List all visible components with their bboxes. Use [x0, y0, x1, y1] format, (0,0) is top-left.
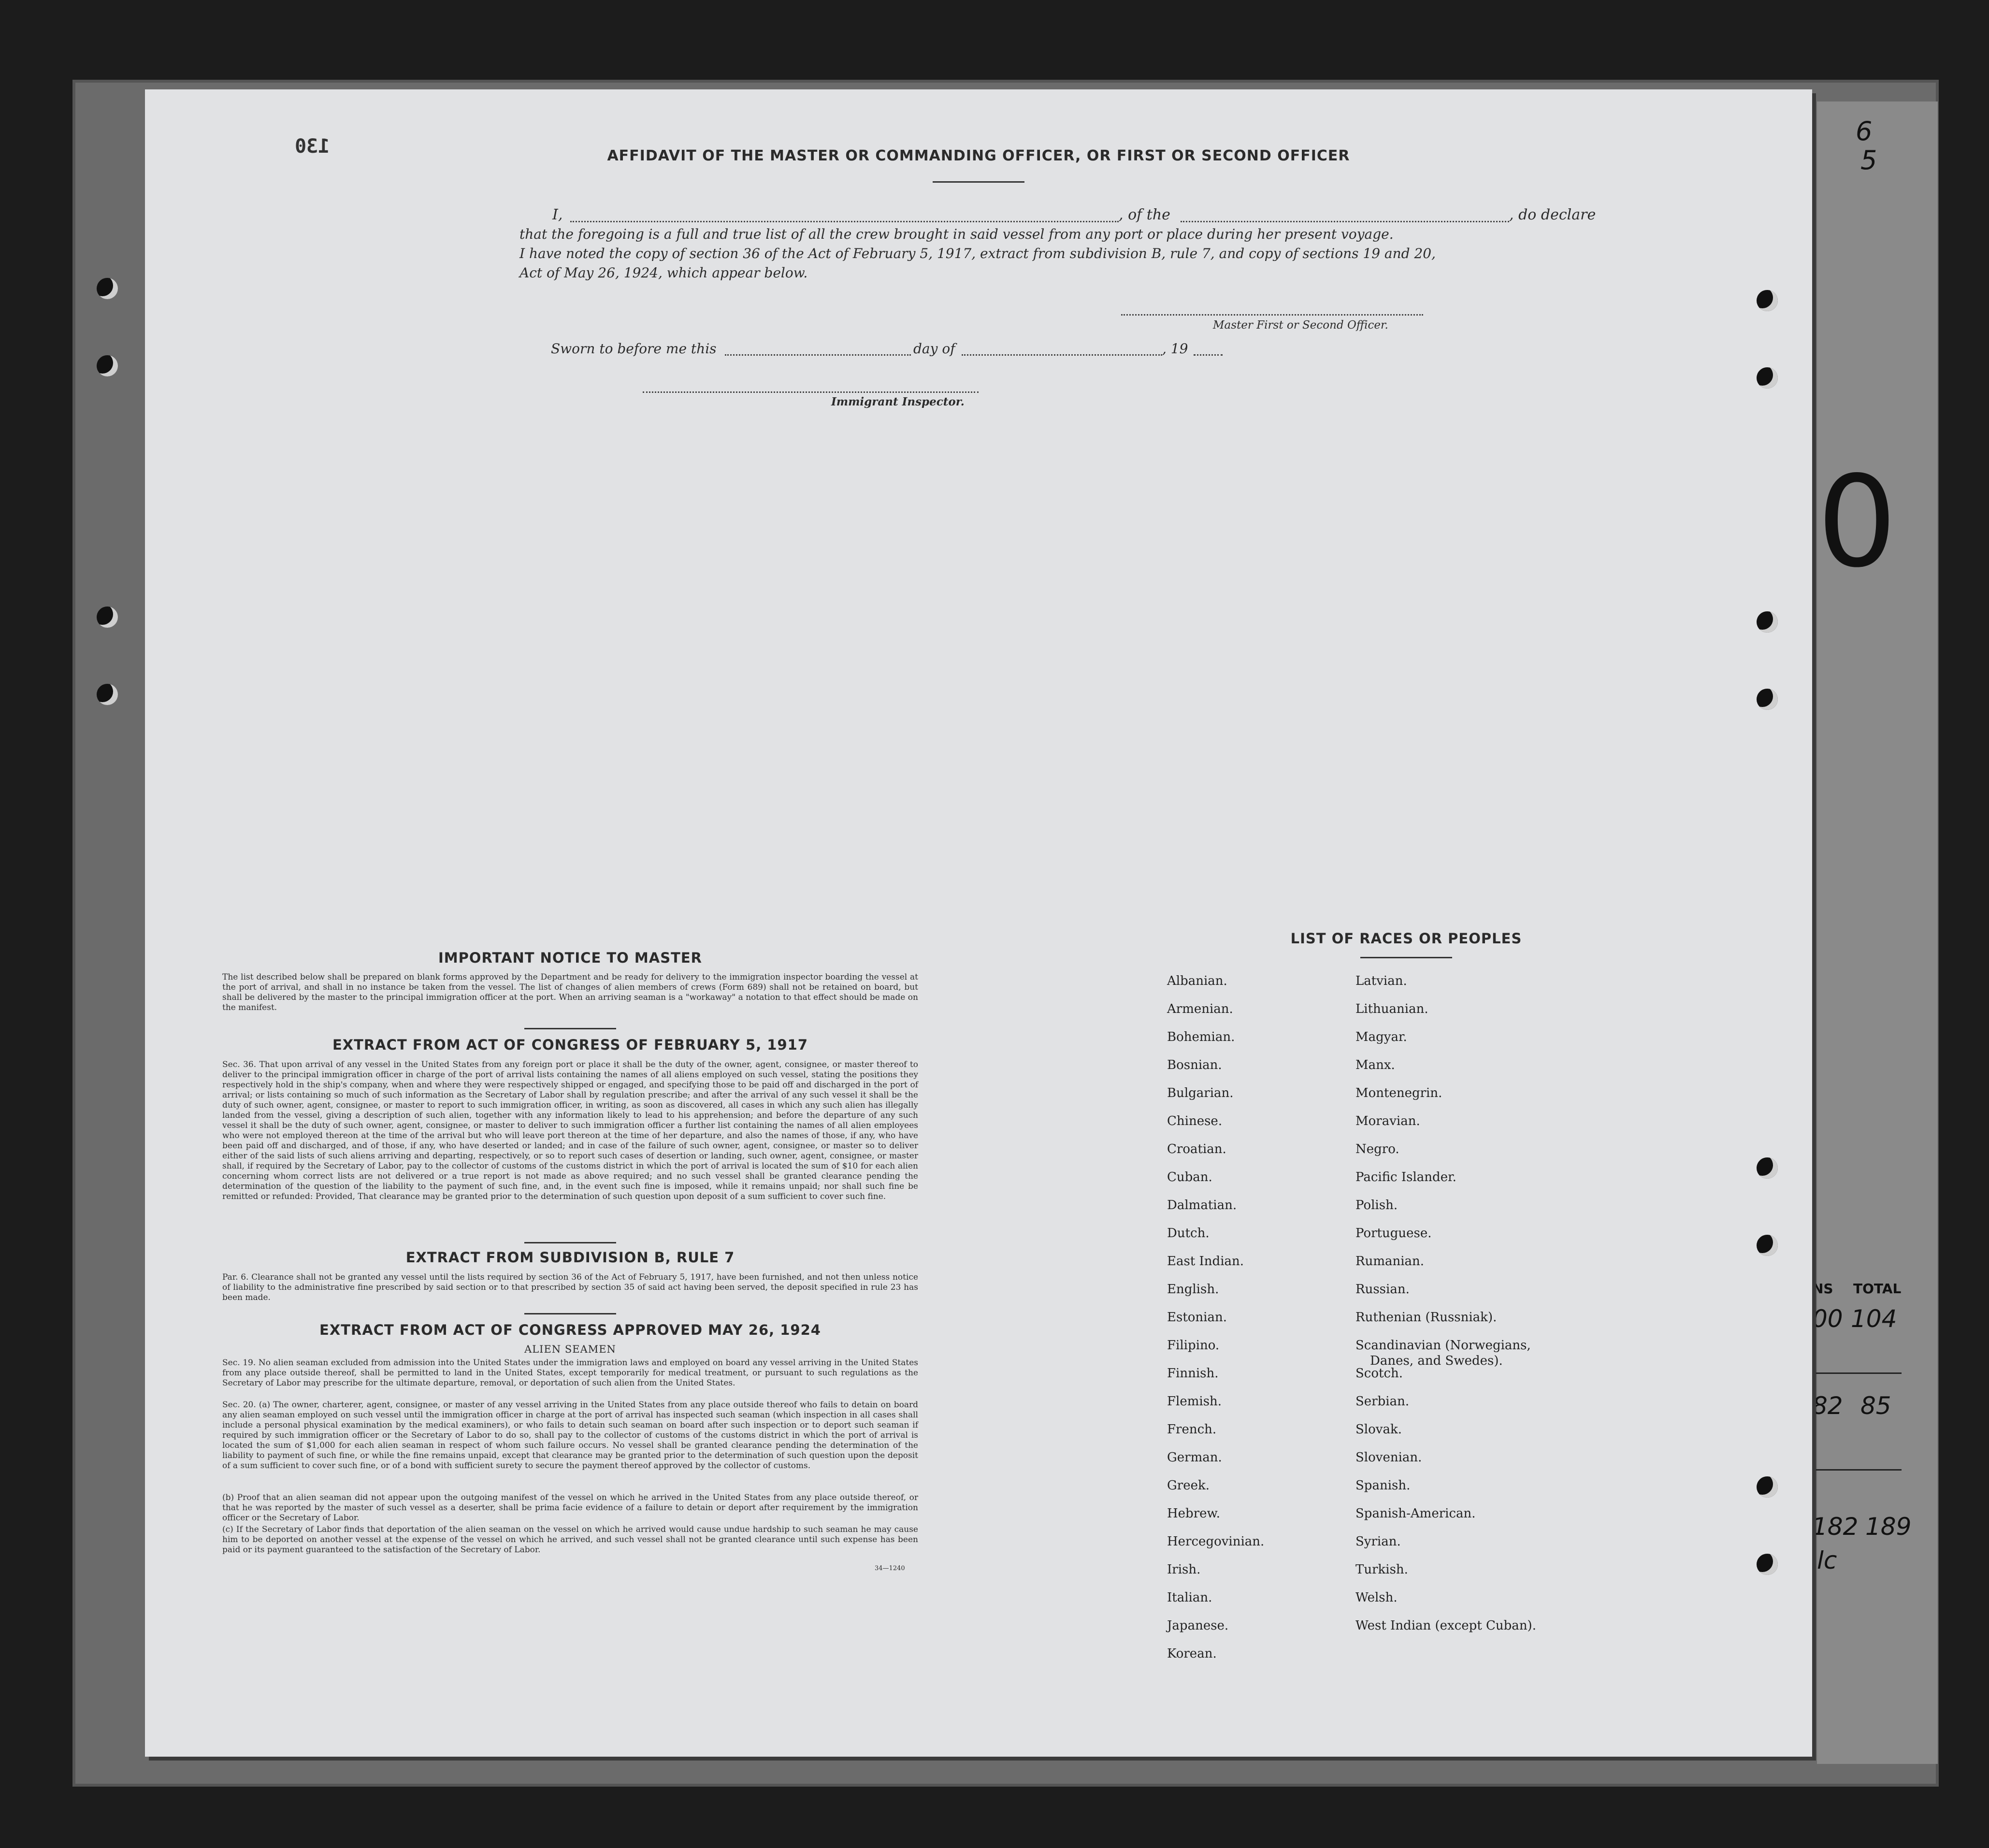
race-item: Estonian.	[1167, 1310, 1227, 1325]
race-item: Bosnian.	[1167, 1058, 1222, 1072]
act-1924-subheading: ALIEN SEAMEN	[524, 1343, 616, 1355]
affidavit-heading: AFFIDAVIT OF THE MASTER OR COMMANDING OFFICER, OR FIRST OR SECOND OFFICER	[607, 147, 1350, 164]
race-item: Syrian.	[1355, 1534, 1401, 1549]
margin-value: 85	[1860, 1392, 1891, 1420]
punch-hole	[97, 684, 118, 705]
race-item: Manx.	[1355, 1058, 1395, 1072]
punch-hole	[1757, 1157, 1778, 1179]
punch-hole	[1757, 367, 1778, 389]
margin-rule	[1810, 1372, 1902, 1374]
race-item: Dutch.	[1167, 1226, 1210, 1241]
race-item: Rumanian.	[1355, 1254, 1425, 1269]
races-heading: LIST OF RACES OR PEOPLES	[1290, 930, 1522, 947]
race-item: Lithuanian.	[1355, 1002, 1428, 1016]
master-signature-line	[1121, 314, 1423, 316]
page-number-stamp: 130	[295, 135, 330, 158]
race-item: Chinese.	[1167, 1114, 1223, 1128]
act-1924-heading: EXTRACT FROM ACT OF CONGRESS APPROVED MAY 26, 1924	[319, 1322, 821, 1338]
name-line	[570, 221, 1119, 222]
punch-hole	[1757, 290, 1778, 311]
race-item: Spanish-American.	[1355, 1506, 1476, 1521]
punch-hole	[1757, 1476, 1778, 1498]
rule-7-heading: EXTRACT FROM SUBDIVISION B, RULE 7	[405, 1249, 735, 1266]
margin-value: 104	[1851, 1305, 1897, 1333]
margin-value: 189	[1865, 1513, 1912, 1541]
race-item: English.	[1167, 1282, 1219, 1297]
affidavit-i-label: I,	[552, 206, 563, 223]
act-1924-sec-19: Sec. 19. No alien seaman excluded from admission into the United States under the immigration laws and employed on board any vessel arriving in the United States from any place outside thereof, shall be permitted to land in the United States, except temporarily for medical treatment, or pursuant to such regulations as the Secretary of Labor may prescribe for the ultimate departure, removal, or deportation of such alien from the United States.	[222, 1358, 918, 1388]
margin-value: lc	[1817, 1546, 1837, 1574]
margin-value: 82	[1812, 1392, 1843, 1420]
act-1924-sec-20c: (c) If the Secretary of Labor finds that deportation of the alien seaman on the vessel on which he arrived would cause undue hardship to such seaman he may cause him to be deported on another vessel at the expense of the vessel on which he arrived, and such vessel shall not be granted clearance until such expense has been paid or its payment guaranteed to the satisfaction of the Secretary of Labor.	[222, 1525, 918, 1555]
race-item: Italian.	[1167, 1590, 1212, 1605]
punch-hole	[97, 355, 118, 376]
race-item: Armenian.	[1167, 1002, 1233, 1016]
heading-rule	[933, 181, 1024, 183]
race-item: Hercegovinian.	[1167, 1534, 1265, 1549]
act-1924-sec-20a: Sec. 20. (a) The owner, charterer, agent, consignee, or master of any vessel arriving in the United States from any place outside thereof who fails to detain on board any alien seaman employed on such vessel until the immigration officer in charge at the port of arrival has inspected such seaman (which inspection in all cases shall include a personal physical examination by the medical examiners), or who fails to detain such seaman on board after such inspection or to deport such seaman if required by such immigration officer or the Secretary of Labor to do so, shall pay to the collector of customs of the customs district in which the port of arrival is located the sum of $1,000 for each alien seaman in respect of whom such failure occurs. No vessel shall be granted clearance pending the determination of the liability to payment of such fine, or while the fine remains unpaid, except that clearance may be granted prior to the determination of such question upon the deposit of a sum sufficient to cover such fine, or of a bond with sufficient surety to secure the payment thereof approved by the collector of customs.	[222, 1400, 918, 1471]
race-item: German.	[1167, 1450, 1222, 1465]
affidavit-line-2: that the foregoing is a full and true list of all the crew brought in said vessel from any port or place during her present voyage.	[519, 226, 1394, 242]
section-rule	[524, 1028, 616, 1029]
races-heading-rule	[1360, 957, 1452, 958]
race-item: French.	[1167, 1422, 1217, 1437]
act-1917-heading: EXTRACT FROM ACT OF CONGRESS OF FEBRUARY 5, 1917	[332, 1037, 808, 1053]
affidavit-line-3: I have noted the copy of section 36 of the Act of February 5, 1917, extract from subdivision B, rule 7, and copy of sections 19 and 20,	[519, 245, 1436, 261]
race-item: Albanian.	[1167, 974, 1227, 988]
race-item: Turkish.	[1355, 1562, 1408, 1577]
margin-note-a: 6	[1856, 116, 1873, 146]
race-item: Finnish.	[1167, 1366, 1219, 1381]
margin-note-b: 5	[1860, 145, 1877, 175]
affidavit-line-4: Act of May 26, 1924, which appear below.	[519, 265, 808, 281]
inspector-label: Immigrant Inspector.	[831, 395, 965, 408]
race-item: Spanish.	[1355, 1478, 1411, 1493]
race-item: Scandinavian (Norwegians,	[1355, 1338, 1531, 1353]
race-item: Flemish.	[1167, 1394, 1222, 1409]
margin-big-zero: 0	[1817, 449, 1897, 595]
notice-heading: IMPORTANT NOTICE TO MASTER	[438, 950, 703, 966]
margin-value: 00	[1812, 1305, 1843, 1333]
race-item: Montenegrin.	[1355, 1086, 1442, 1100]
race-item: Latvian.	[1355, 974, 1407, 988]
sworn-day-line	[725, 354, 911, 356]
section-rule	[524, 1242, 616, 1243]
day-of-label: day of	[913, 341, 955, 357]
race-item: Negro.	[1355, 1142, 1399, 1156]
race-item: Pacific Islander.	[1355, 1170, 1456, 1184]
race-item: Croatian.	[1167, 1142, 1226, 1156]
margin-col-partial: NS	[1812, 1281, 1833, 1297]
master-signature-label: Master First or Second Officer.	[1213, 319, 1388, 332]
sworn-year-line	[1194, 354, 1223, 356]
race-item: Welsh.	[1355, 1590, 1398, 1605]
act-1924-sec-20b: (b) Proof that an alien seaman did not appear upon the outgoing manifest of the vessel on which he arrived in the United States from any place outside thereof, or that he was reported by the master of such vessel as a deserter, shall be prima facie evidence of a failure to detain or deport after requirement by the immigration officer or the Secretary of Labor.	[222, 1493, 918, 1523]
margin-rule	[1810, 1469, 1902, 1471]
affidavit-of-the-label: , of the	[1119, 206, 1170, 223]
section-rule	[524, 1313, 616, 1314]
rule-7-body: Par. 6. Clearance shall not be granted any vessel until the lists required by section 36 of the Act of February 5, 1917, have been furnished, and not then unless notice of liability to the administrative fine prescribed by said section or to that prescribed by section 35 of said act having been served, the deposit specified in rule 23 has been made.	[222, 1272, 918, 1302]
race-item: East Indian.	[1167, 1254, 1244, 1269]
race-item: Ruthenian (Russniak).	[1355, 1310, 1497, 1325]
race-item: Danes, and Swedes).	[1370, 1354, 1503, 1368]
race-item: Korean.	[1167, 1646, 1217, 1661]
race-item: Hebrew.	[1167, 1506, 1220, 1521]
race-item: Cuban.	[1167, 1170, 1212, 1184]
race-item: Greek.	[1167, 1478, 1210, 1493]
race-item: Bohemian.	[1167, 1030, 1235, 1044]
race-item: Serbian.	[1355, 1394, 1410, 1409]
race-item: Slovak.	[1355, 1422, 1402, 1437]
race-item: West Indian (except Cuban).	[1355, 1618, 1536, 1633]
race-item: Moravian.	[1355, 1114, 1420, 1128]
punch-hole	[97, 606, 118, 628]
margin-total-label: TOTAL	[1853, 1281, 1902, 1297]
manifest-page	[145, 89, 1812, 1757]
race-item: Slovenian.	[1355, 1450, 1422, 1465]
sworn-label: Sworn to before me this	[551, 341, 717, 357]
punch-hole	[1757, 1554, 1778, 1575]
sworn-month-line	[962, 354, 1162, 356]
vessel-line	[1181, 221, 1509, 222]
race-item: Filipino.	[1167, 1338, 1220, 1353]
punch-hole	[1757, 689, 1778, 710]
affidavit-declare-label: , do declare	[1509, 206, 1596, 223]
inspector-signature-line	[643, 391, 979, 393]
race-item: Bulgarian.	[1167, 1086, 1234, 1100]
race-item: Irish.	[1167, 1562, 1201, 1577]
form-number: 34—1240	[875, 1565, 905, 1572]
margin-value: 182	[1812, 1513, 1859, 1541]
race-item: Magyar.	[1355, 1030, 1407, 1044]
punch-hole	[1757, 1235, 1778, 1256]
race-item: Dalmatian.	[1167, 1198, 1237, 1213]
year-label: , 19	[1162, 341, 1188, 357]
punch-hole	[97, 278, 118, 299]
punch-hole	[1757, 611, 1778, 633]
act-1917-body: Sec. 36. That upon arrival of any vessel in the United States from any foreign port or place it shall be the duty of the owner, agent, consignee, or master thereof to deliver to the principal immigration officer in charge of the port of arrival lists containing the names of all aliens employed on such vessel, stating the positions they respectively hold in the ship's company, when and where they were respectively shipped or engaged, and specifying those to be paid off and discharged in the port of arrival; or lists containing so much of such information as the Secretary of Labor shall by regulation prescribe; and after the arrival of any such vessel it shall be the duty of such owner, agent, consignee, or master to report to such immigration officer, in writing, as soon as discovered, all cases in which any such alien has illegally landed from the vessel, giving a description of such alien, together with any information likely to lead to his apprehension; and before the departure of any such vessel it shall be the duty of such owner, agent, consignee, or master to deliver to such immigration officer a further list containing the names of all alien employees who were not employed thereon at the time of the arrival but who will leave port thereon at the time of her departure, and also the names of those, if any, who have been paid off and discharged, and of those, if any, who have deserted or landed; and in case of the failure of such owner, agent, consignee, or master so to deliver either of the said lists of such aliens arriving and departing, respectively, or so to report such cases of desertion or landing, such owner, agent, consignee, or master shall, if required by the Secretary of Labor, pay to the collector of customs of the customs district in which the port of arrival is located the sum of $10 for each alien concerning whom correct lists are not delivered or a true report is not made as above required; and no such vessel shall be granted clearance pending the determination of the question of the liability to the payment of such fine, and, in the event such fine is imposed, while it remains unpaid; nor shall such fine be remitted or refunded: Provided, That clearance may be granted prior to the determination of such question upon deposit of a sum sufficient to cover such fine.	[222, 1060, 918, 1201]
race-item: Portuguese.	[1355, 1226, 1432, 1241]
notice-body: The list described below shall be prepared on blank forms approved by the Department and be ready for delivery to the immigration inspector boarding the vessel at the port of arrival, and shall in no instance be taken from the vessel. The list of changes of alien members of crews (Form 689) shall not be retained on board, but shall be delivered by the master to the principal immigration officer at the port. When an arriving seaman is a "workaway" a notation to that effect should be made on the manifest.	[222, 972, 918, 1012]
race-item: Polish.	[1355, 1198, 1398, 1213]
race-item: Scotch.	[1355, 1366, 1403, 1381]
race-item: Japanese.	[1167, 1618, 1229, 1633]
race-item: Russian.	[1355, 1282, 1410, 1297]
